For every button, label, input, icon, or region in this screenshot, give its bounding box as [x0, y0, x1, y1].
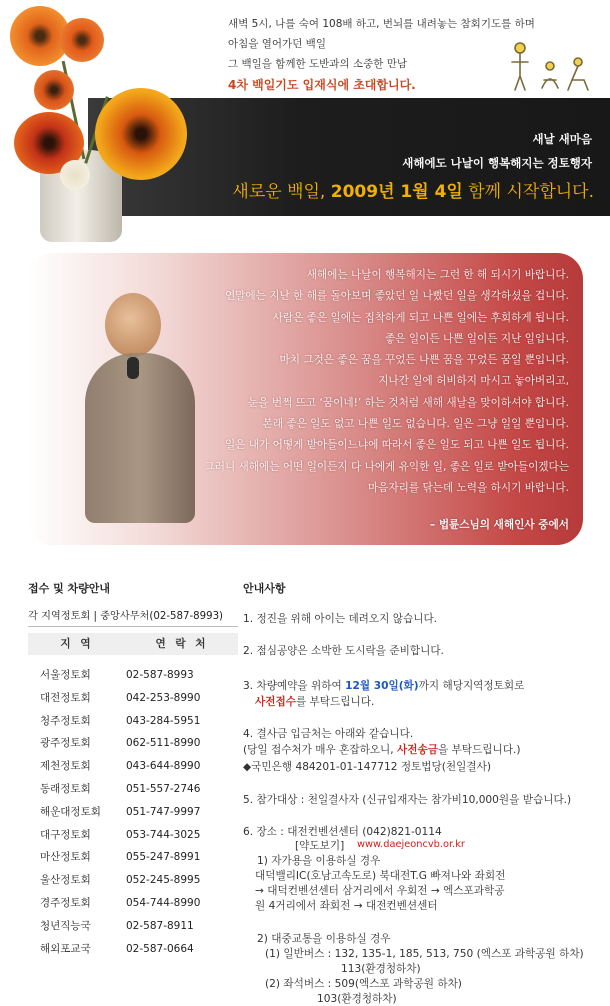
reception-subtitle: 각 지역정토회 | 중앙사무처(02-587-8993) — [28, 611, 224, 622]
region-name: 제천정토회 — [40, 760, 91, 773]
table-row — [28, 778, 238, 801]
notice-5: 5. 참가대상 : 천일결사자 (신규입재자는 참가비10,000원을 받습니다.) — [243, 794, 572, 806]
col-contact: 연 락 처 — [155, 638, 209, 650]
table-row — [28, 892, 238, 915]
message-line: 지나간 일에 허비하지 마시고 놓아버리고, — [378, 375, 569, 388]
notice-6: 6. 장소 : 대전컨벤션센터 (042)821-0114 — [243, 826, 442, 838]
phone-number: 054-744-8990 — [126, 896, 201, 909]
notice-4-note — [243, 742, 520, 757]
table-row — [28, 732, 238, 755]
public-transit-title: 2) 대중교통을 이용하실 경우 — [257, 933, 391, 945]
phone-number: 051-557-2746 — [126, 782, 201, 795]
monk-photo — [65, 253, 215, 545]
notice-4: 4. 결사금 입금처는 아래와 같습니다. — [243, 728, 414, 740]
prostrating-figures-illustration — [506, 40, 594, 96]
start-date: 2009년 1월 4일 — [330, 182, 463, 202]
phone-number: 02-587-8993 — [126, 669, 194, 681]
phone-number: 02-587-8911 — [126, 919, 194, 932]
intro-line: 그 백일을 함께한 도반과의 소중한 만남 — [228, 58, 407, 70]
intro-text — [228, 14, 535, 74]
pre-registration-highlight: 사전접수 — [255, 696, 296, 708]
phone-number: 055-247-8991 — [126, 851, 201, 864]
bus-regular-cont: 113(환경청하차) — [341, 963, 421, 975]
car-directions-title: 1) 자가용을 이용하실 경우 — [257, 855, 381, 867]
bank-account: ◆국민은행 484201-01-147712 정토법당(천일결사) — [243, 761, 491, 773]
notice-4b-pre: (당일 접수처가 매우 혼잡하오니, — [243, 744, 398, 756]
reception-section — [28, 580, 238, 960]
notice-3 — [243, 678, 524, 693]
table-row — [28, 710, 238, 733]
notice-4b-post: 을 부탁드립니다.) — [437, 744, 521, 756]
region-name: 광주정토회 — [40, 737, 91, 750]
message-signature: – 법륜스님의 새해인사 중에서 — [429, 519, 569, 531]
table-row — [28, 824, 238, 847]
new-mind-text: 새날 새마음 — [532, 132, 592, 146]
bus-seat: (2) 좌석버스 : 509(엑스포 과학공원 하차) — [265, 978, 462, 990]
table-row — [28, 915, 238, 938]
message-line: 그러니 새해에는 어떤 일이든지 다 나에게 유익한 일, 좋은 일로 받아들이겠다는 — [204, 460, 569, 473]
phone-number: 062-511-8990 — [126, 737, 201, 750]
region-name: 대구정토회 — [40, 828, 91, 841]
venue-website-link[interactable]: www.daejeoncvb.or.kr — [357, 839, 465, 850]
invitation-header — [0, 0, 610, 245]
table-row — [28, 869, 238, 892]
phone-number: 051-747-9997 — [126, 805, 201, 818]
notice-3-pre: 3. 차량예약을 위하여 — [243, 680, 346, 692]
col-region: 지 역 — [60, 638, 94, 650]
region-name: 울산정토회 — [40, 874, 91, 887]
notice-3-post: 까지 해당지역정토회로 — [418, 680, 525, 692]
car-directions-line: 원 4거리에서 좌회전 → 대전컨벤션센터 — [255, 900, 438, 912]
start-pre: 새로운 백일, — [232, 182, 331, 202]
bus-regular: (1) 일반버스 : 132, 135-1, 185, 513, 750 (엑스포 과학공원 하차) — [265, 948, 584, 960]
message-body — [204, 265, 569, 499]
message-line: 사람은 좋은 일에는 집착하게 되고 나쁜 일에는 후회하게 됩니다. — [272, 311, 569, 324]
map-link[interactable]: [약도보기] — [295, 840, 345, 852]
region-name: 경주정토회 — [40, 896, 91, 909]
message-line: 새해에는 나날이 행복해지는 그런 한 해 되시기 바랍니다. — [306, 269, 569, 281]
divider — [28, 626, 238, 627]
invitation-line: 4차 백일기도 입재식에 초대합니다. — [228, 78, 416, 92]
region-name: 마산정토회 — [40, 851, 91, 864]
table-row — [28, 687, 238, 710]
new-year-message-panel — [27, 253, 583, 545]
phone-number: 053-744-3025 — [126, 828, 201, 841]
new-year-text: 새해에도 나날이 행복해지는 정토행자 — [402, 156, 592, 170]
region-name: 청년직능국 — [40, 919, 91, 932]
bus-seat-cont: 103(환경청하차) — [317, 993, 397, 1005]
region-name: 해외포교국 — [40, 942, 91, 955]
table-row — [28, 938, 238, 961]
reservation-deadline: 12월 30일(화) — [345, 680, 419, 692]
notice-3-cont — [255, 694, 374, 709]
start-date-line — [232, 177, 594, 202]
contact-table-body — [28, 664, 238, 960]
table-row — [28, 801, 238, 824]
reception-title: 접수 및 차량안내 — [28, 582, 111, 595]
message-line: 일은 내가 어떻게 받아들이느냐에 따라서 좋은 일도 되고 나쁜 일도 됩니다. — [224, 439, 569, 452]
message-line: 연말에는 지난 한 해를 돌아보며 좋았던 일 나빴던 일을 생각하셨을 겁니다. — [224, 290, 569, 303]
notice-2: 2. 점심공양은 소박한 도시락을 준비합니다. — [243, 645, 444, 657]
intro-line: 아침을 열어가던 백일 — [228, 38, 326, 50]
message-line: 본래 좋은 일도 없고 나쁜 일도 없습니다. 일은 그냥 일일 뿐입니다. — [262, 418, 569, 431]
notice-1: 1. 정진을 위해 아이는 데려오지 않습니다. — [243, 613, 438, 625]
region-name: 대전정토회 — [40, 691, 91, 704]
message-line: 눈을 번쩍 뜨고 ‘꿈이네!’ 하는 것처럼 새해 새날을 맞이하셔야 합니다. — [248, 396, 569, 409]
phone-number: 052-245-8995 — [126, 874, 201, 887]
car-directions-line: 대덕밸리IC(호남고속도로) 북대전T.G 빠져나와 좌회전 — [255, 870, 506, 882]
phone-number: 02-587-0664 — [126, 942, 194, 955]
region-name: 청주정토회 — [40, 714, 91, 727]
table-row — [28, 846, 238, 869]
message-line: 좋은 일이든 나쁜 일이든 지난 일입니다. — [385, 332, 569, 345]
region-name: 서울정토회 — [40, 669, 91, 681]
message-line: 마음자리를 닦는데 노력을 하시기 바랍니다. — [367, 481, 569, 494]
notices-title: 안내사항 — [243, 582, 286, 595]
pre-transfer-highlight: 사전송금 — [397, 744, 438, 756]
phone-number: 043-644-8990 — [126, 760, 201, 773]
table-row — [28, 755, 238, 778]
flower-vase-illustration — [0, 0, 220, 245]
notice-3b-post: 를 부탁드립니다. — [295, 696, 375, 708]
car-directions-line: → 대덕컨벤션센터 삼거리에서 우회전 → 엑스포과학공 — [255, 885, 505, 897]
phone-number: 042-253-8990 — [126, 691, 201, 704]
table-row — [28, 664, 238, 687]
phone-number: 043-284-5951 — [126, 714, 201, 727]
message-line: 마치 그것은 좋은 꿈을 꾸었든 나쁜 꿈을 꾸었든 꿈일 뿐입니다. — [279, 354, 569, 367]
start-post: 함께 시작합니다. — [462, 182, 594, 202]
contact-table-header — [28, 633, 238, 655]
intro-line: 새벽 5시, 나를 숙여 108배 하고, 번뇌를 내려놓는 참회기도를 하며 — [228, 18, 535, 30]
region-name: 동래정토회 — [40, 782, 91, 795]
region-name: 해운대정토회 — [40, 805, 101, 818]
